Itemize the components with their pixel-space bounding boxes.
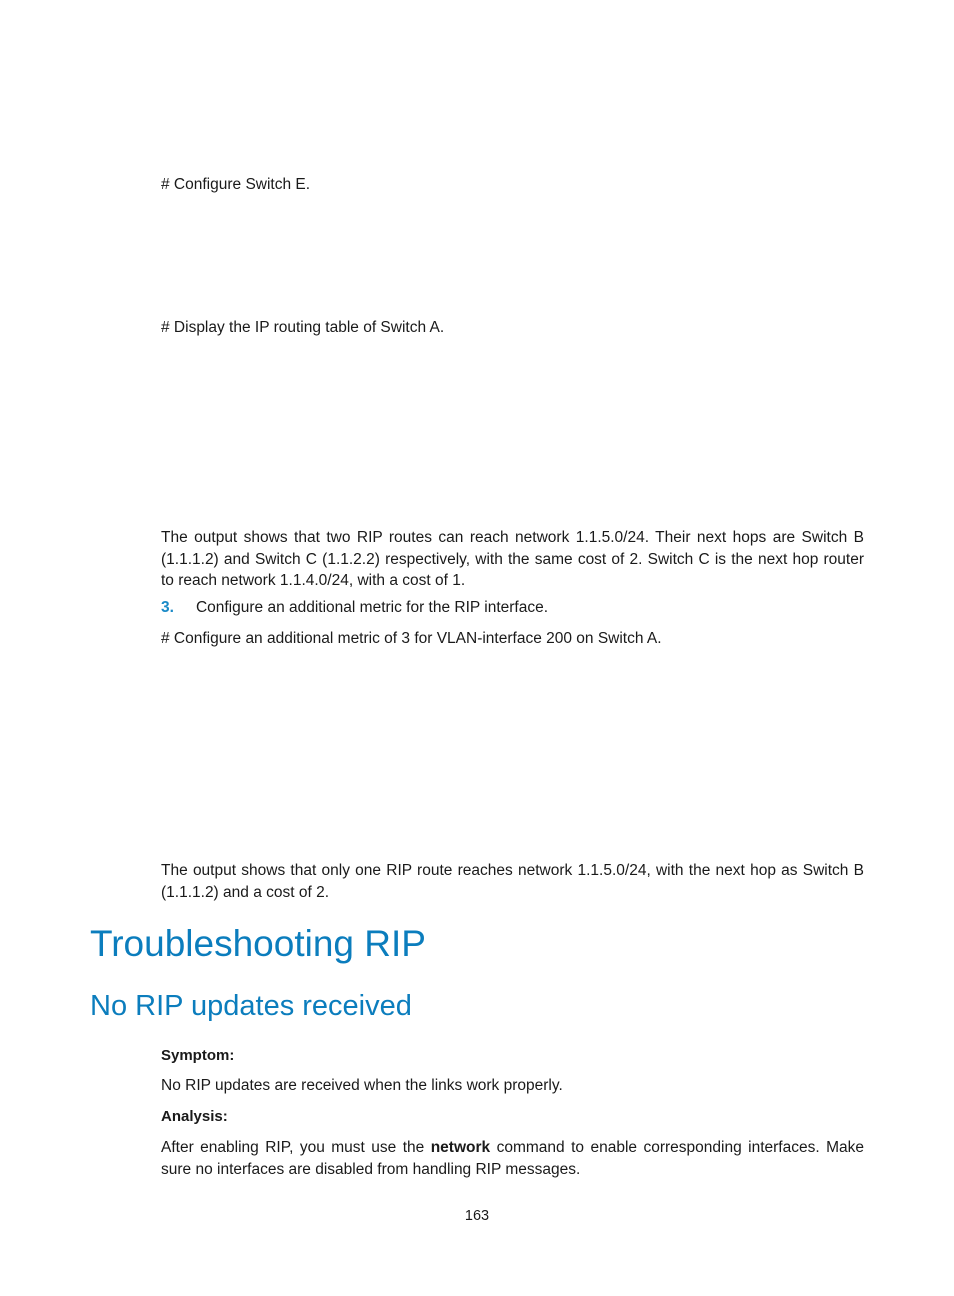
- page-number: 163: [464, 1208, 490, 1224]
- symptom-label: Symptom:: [161, 1047, 235, 1064]
- output-description-paragraph-1: The output shows that two RIP routes can reach network 1.1.5.0/24. Their next hops are Switch B (1.1.1.2) and Switch C (1.1.2.2) respectively, with the same cost of 2. Switch C is the next hop router to reach network 1.1.4.0/24, with a cost of 1.: [161, 529, 864, 589]
- display-routing-table-text: # Display the IP routing table of Switch A.: [161, 319, 445, 336]
- section-title: Troubleshooting RIP: [90, 923, 426, 964]
- analysis-text-pre: After enabling RIP, you must use the: [161, 1139, 431, 1156]
- symptom-text: No RIP updates are received when the links work properly.: [161, 1077, 563, 1094]
- step-text: Configure an additional metric for the RIP interface.: [195, 599, 549, 616]
- analysis-paragraph: [161, 1137, 864, 1180]
- analysis-text-post: command to enable corresponding interfaces. Make sure no interfaces are disabled from handling RIP messages.: [161, 1139, 864, 1178]
- analysis-label: Analysis:: [161, 1108, 228, 1125]
- subsection-title: No RIP updates received: [90, 990, 412, 1022]
- configure-metric-text: # Configure an additional metric of 3 for VLAN-interface 200 on Switch A.: [161, 630, 662, 647]
- output-description-paragraph-2: The output shows that only one RIP route reaches network 1.1.5.0/24, with the next hop as Switch B (1.1.1.2) and a cost of 2.: [161, 862, 864, 901]
- network-command: network: [430, 1139, 491, 1156]
- step-3: [161, 597, 864, 619]
- configure-switch-e-text: # Configure Switch E.: [161, 176, 311, 193]
- step-number: 3.: [161, 599, 174, 616]
